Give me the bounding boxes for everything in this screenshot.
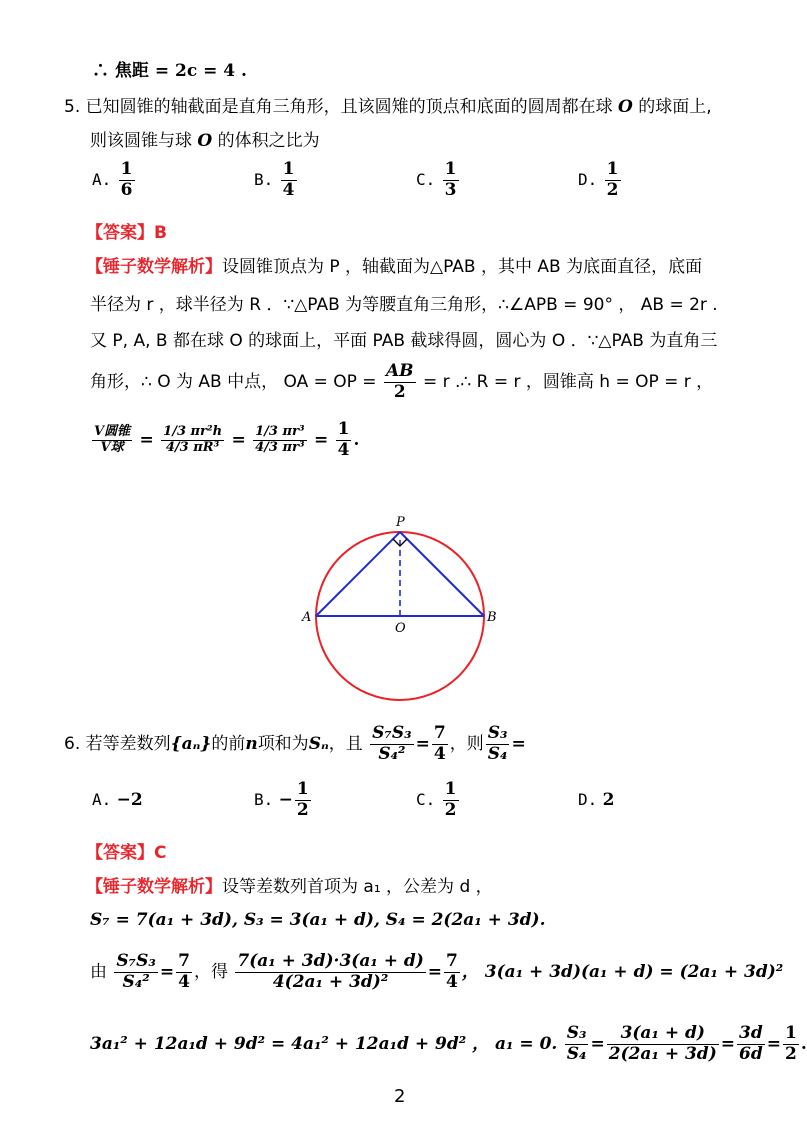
frac-den: 4 bbox=[433, 743, 446, 764]
q6-stem-a: 若等差数列 bbox=[85, 734, 171, 755]
ratio-result bbox=[783, 1024, 799, 1064]
frac-den: S₄² bbox=[122, 971, 150, 992]
frac-num: V圆锥 bbox=[94, 423, 131, 439]
q5-analysis-line4 bbox=[90, 362, 713, 402]
q5-analysis-line3: 又 P, A, B 都在球 O 的球面上，平面 PAB 截球得圆，圆心为 O ．∵△PAB 为直角三 bbox=[90, 331, 718, 351]
frac-den: 4(2a₁ + 3d)² bbox=[272, 971, 389, 992]
q5-analysis-text4a: 角形，∴ O 为 AB 中点， OA = OP = bbox=[90, 372, 377, 393]
ab-over-2-fraction bbox=[384, 362, 416, 402]
side-pa bbox=[316, 532, 400, 616]
ratio-3d-6d bbox=[737, 1024, 765, 1064]
label-o: O bbox=[395, 621, 406, 636]
option-fraction bbox=[443, 780, 459, 820]
condition-value bbox=[432, 724, 448, 764]
option-fraction bbox=[281, 160, 297, 200]
q6-analysis-line2: S₇ = 7(a₁ + 3d), S₃ = 3(a₁ + d), S₄ = 2(2a₁ + 3d). bbox=[90, 910, 546, 930]
frac-num: 1 bbox=[784, 1023, 797, 1043]
q5-option-c bbox=[416, 160, 461, 200]
q5-answer: 【答案】B bbox=[86, 223, 167, 243]
q6-stem-d: ，且 bbox=[328, 734, 363, 755]
label-p: P bbox=[396, 515, 405, 530]
frac-num: AB bbox=[385, 361, 414, 381]
option-label: B. bbox=[254, 790, 274, 810]
option-value: 2 bbox=[602, 790, 615, 810]
q6-analysis-line1 bbox=[86, 872, 493, 897]
frac-num: 1 bbox=[120, 159, 133, 179]
q5-stem-line1 bbox=[64, 92, 712, 117]
frac-num: 1 bbox=[444, 779, 457, 799]
frac-den: V球 bbox=[100, 439, 124, 455]
option-label: C. bbox=[416, 170, 436, 190]
previous-conclusion bbox=[92, 56, 247, 81]
frac-num: 7 bbox=[178, 951, 190, 971]
frac-den: 2 bbox=[296, 799, 309, 820]
frac-den: 4/3 πR³ bbox=[165, 439, 220, 455]
n-var: n bbox=[245, 734, 258, 755]
q6-text-de: ，得 bbox=[193, 962, 228, 983]
equals-sign: = bbox=[511, 734, 526, 755]
volume-ratio-formula: $\frac{\text{V圆锥}}{\text{V球}}$ = $\frac{\text{1/3 πr²h}}{\text{4/3 πR³}}$ = $\frac{\text{1/3 πr³}}{\text{4/3 πr³}}$ = $\frac{1}{4}$ . bbox=[94, 419, 360, 460]
q5-option-a bbox=[92, 160, 137, 200]
option-value: −2 bbox=[116, 790, 143, 810]
q6-analysis-tag: 【锤子数学解析】 bbox=[86, 877, 222, 897]
frac-den: 2(2a₁ + 3d) bbox=[608, 1043, 717, 1064]
option-label: B. bbox=[254, 170, 274, 190]
q6-option-d bbox=[578, 790, 615, 810]
equals-sign: = bbox=[159, 962, 175, 983]
option-fraction bbox=[295, 780, 311, 820]
frac-den: 2 bbox=[444, 799, 457, 820]
q5-analysis-tag: 【锤子数学解析】 bbox=[86, 257, 222, 277]
volume-ratio-left bbox=[92, 425, 132, 456]
frac-num: 1 bbox=[282, 159, 295, 179]
q6-stem-e: ，则 bbox=[449, 734, 484, 755]
condition-fraction-repeat bbox=[114, 952, 157, 992]
q5-option-b bbox=[254, 160, 299, 200]
q6-option-c bbox=[416, 780, 461, 820]
frac-den: 2 bbox=[393, 381, 406, 402]
substituted-fraction bbox=[235, 952, 425, 992]
q5-stem-text2-end: 的体积之比为 bbox=[217, 131, 320, 151]
q6-stem-b: 的前 bbox=[211, 734, 246, 755]
frac-num: 3(a₁ + d) bbox=[607, 1024, 719, 1045]
option-fraction bbox=[605, 160, 621, 200]
frac-den: 4 bbox=[446, 971, 458, 992]
volume-ratio-result bbox=[336, 420, 352, 460]
frac-den: 4 bbox=[282, 179, 295, 200]
sequence-notation: {aₙ} bbox=[170, 734, 212, 755]
frac-den: 4 bbox=[337, 439, 350, 460]
ask-fraction bbox=[486, 724, 510, 764]
q6-stem bbox=[64, 724, 526, 764]
frac-den: 2 bbox=[784, 1043, 797, 1064]
frac-den: 3 bbox=[444, 179, 457, 200]
option-label: D. bbox=[578, 790, 598, 809]
q5-stem-text1-end: 的球面上, bbox=[638, 97, 712, 117]
frac-den: S₄ bbox=[566, 1043, 587, 1064]
q6-option-b bbox=[254, 780, 313, 820]
frac-num: 3d bbox=[739, 1023, 763, 1043]
frac-num: S₇S₃ bbox=[116, 951, 156, 971]
frac-num: 1/3 πr²h bbox=[163, 423, 223, 439]
frac-num: 1 bbox=[444, 159, 457, 179]
q5-sphere-label: O bbox=[618, 97, 633, 117]
page-number: 2 bbox=[394, 1086, 406, 1107]
side-pb bbox=[400, 532, 484, 616]
option-label: A. bbox=[92, 790, 112, 809]
frac-num: 1 bbox=[296, 779, 309, 799]
condition-fraction bbox=[370, 724, 413, 764]
q6-option-a bbox=[92, 790, 143, 810]
option-sign: − bbox=[278, 790, 293, 811]
q6-number: 6. bbox=[64, 734, 81, 755]
frac-num: S₇S₃ bbox=[372, 723, 412, 743]
condition-value-repeat bbox=[176, 952, 192, 992]
label-b: B bbox=[487, 610, 497, 625]
great-circle bbox=[316, 532, 484, 700]
focal-length-result: ∴ 焦距 = 2c = 4 . bbox=[92, 61, 247, 81]
option-label: A. bbox=[92, 170, 112, 190]
frac-den: S₄² bbox=[378, 743, 406, 764]
q5-analysis-text4b: = r .∴ R = r ，圆锥高 h = OP = r ， bbox=[422, 372, 714, 393]
q5-option-d bbox=[578, 160, 623, 200]
sn-var: Sₙ bbox=[308, 734, 329, 755]
frac-num: S₃ bbox=[566, 1023, 587, 1043]
q5-stem-text1: 已知圆锥的轴截面是直角三角形，且该圆雉的顶点和底面的圆周都在球 bbox=[85, 97, 613, 117]
frac-num: 7 bbox=[446, 951, 458, 971]
q5-analysis-text1: 设圆锥顶点为 P ，轴截面为△PAB ，其中 AB 为底面直径，底面 bbox=[222, 257, 703, 277]
q6-expanded-equation: ， 3(a₁ + 3d)(a₁ + d) = (2a₁ + 3d)² bbox=[461, 962, 784, 983]
q6-analysis-line4: 3a₁² + 12a₁d + 9d² = 4a₁² + 12a₁d + 9d² ， a₁ = 0. $\frac{\text{S₃}}{\text{S₄}}$ = $\frac{\text{3(a₁ + d)}}{\text{2(2a₁ + 3d)}}$ = $\frac{3d}{6d}$ = $\frac{1}{2}$ . bbox=[90, 1023, 807, 1064]
q5-analysis-line1 bbox=[86, 252, 702, 277]
q5-stem-line2 bbox=[90, 126, 320, 151]
q5-stem-text2: 则该圆锥与球 bbox=[90, 131, 192, 151]
q6-stem-c: 项和为 bbox=[257, 734, 309, 755]
q6-simplified-equation: 3a₁² + 12a₁d + 9d² = 4a₁² + 12a₁d + 9d² ， a₁ = 0. bbox=[90, 1034, 558, 1055]
q6-text-you: 由 bbox=[90, 962, 107, 983]
frac-num: 1 bbox=[337, 419, 350, 439]
ratio-s3-s4 bbox=[565, 1024, 589, 1064]
q6-analysis-text1: 设等差数列首项为 a₁ ，公差为 d ， bbox=[222, 877, 493, 897]
frac-num: 1/3 πr³ bbox=[255, 423, 305, 439]
frac-num: 7 bbox=[433, 723, 446, 743]
option-fraction bbox=[443, 160, 459, 200]
option-label: C. bbox=[416, 790, 436, 810]
frac-den: 2 bbox=[606, 179, 619, 200]
equals-sign: = bbox=[415, 734, 430, 755]
q6-answer: 【答案】C bbox=[86, 843, 167, 863]
frac-den: S₄ bbox=[487, 743, 508, 764]
q5-number: 5. bbox=[64, 97, 81, 117]
label-a: A bbox=[302, 610, 312, 625]
substituted-value bbox=[444, 952, 460, 992]
frac-num: S₃ bbox=[487, 723, 508, 743]
volume-ratio-mid bbox=[161, 425, 224, 456]
right-angle-mark bbox=[393, 539, 407, 546]
ratio-expanded bbox=[607, 1024, 719, 1064]
q5-analysis-line2: 半径为 r ，球半径为 R ．∵△PAB 为等腰直角三角形，∴∠APB = 90° ， AB = 2r . bbox=[90, 295, 718, 315]
volume-ratio-right bbox=[253, 425, 306, 456]
frac-den: 6 bbox=[120, 179, 133, 200]
q6-analysis-line3: 由 $\frac{\text{S₇S₃}}{\text{S₄²}}$ = $\frac{7}{4}$ ，得 $\frac{\text{7(a₁ + 3d)·3(a₁ + d)}}{\text{4(2a₁ + 3d)²}}$ = $\frac{7}{4}$ ， 3(a₁ + 3d)(a₁ + d) = (2a₁ + 3d)² bbox=[90, 951, 784, 992]
frac-den: 6d bbox=[739, 1043, 763, 1064]
frac-num: 7(a₁ + 3d)·3(a₁ + d) bbox=[237, 951, 424, 971]
option-fraction bbox=[119, 160, 135, 200]
frac-num: 1 bbox=[606, 159, 619, 179]
option-label: D. bbox=[578, 170, 598, 190]
q5-sphere-label-2: O bbox=[197, 131, 213, 151]
frac-den: 4 bbox=[178, 971, 190, 992]
frac-den: 4/3 πr³ bbox=[255, 439, 305, 455]
